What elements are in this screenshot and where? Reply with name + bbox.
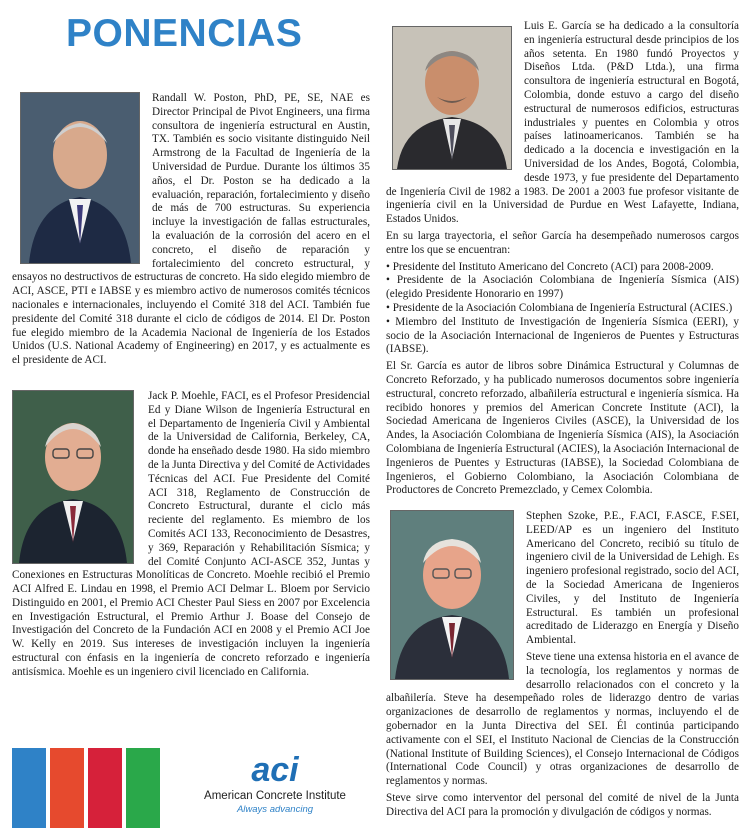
bio-garcia-text: Luis E. García se ha dedicado a la consultoría en ingeniería estructural desde principios de los años setenta. En 1980 fundó Proyectos y Diseños Ltda. (P&D Ltda.), una firma consultora de ingeniería estructural en Bogotá, Colombia, donde estuvo a cargo del diseño estructural de numerosos edificios, estructuras industriales y puentes en Colombia y otros países latinoamericanos. También se ha dedicado a la docencia e investigación en la Universidad de los Andes, Bogotá, Colombia, desde 1973, y fue presidente del Departamento de Ingeniería Civil de 1982 a 1983. De 2001 a 2003 fue profesor visitante de ingeniería civil en la Universidad de Purdue en West Lafayette, Indiana, Estados Unidos. [386, 20, 739, 226]
portrait-garcia [392, 26, 512, 170]
aci-logo-mark: aci [251, 751, 299, 789]
bio-szoke-text-2: Steve tiene una extensa historia en el avance de la tecnología, los reglamentos y normas de desarrollo relacionados con el concreto y la albañilería. Steve ha desempeñado roles de liderazgo dentro de varias organizaciones de desarrollo de reglamentos y normas, incluyendo el de gobernador en la Junta Directiva del SEI. Él continúa participando activamente con el SEI, el Instituto Nacional de Ciencias de la Construcción (National Institute of Building Sciences), el Consejo Internacional de Códigos (International Code Council) y otras organizaciones de desarrollo de reglamentos y normas. [386, 651, 739, 788]
portrait-szoke [390, 510, 514, 680]
bio-garcia-closing: El Sr. García es autor de libros sobre Dinámica Estructural y Columnas de Concreto Reforzado, y ha publicado numerosos documentos sobre ingeniería estructural, concreto reforzado, albañilería estructural e ingeniería sísmica. Ha recibido honores y premios del American Concrete Institute (ACI), la Sociedad Americana de Ingenieros Civiles (ASCE), la Universidad de los Andes, la Asociación Colombiana de Ingeniería Sísmica (AIS), la Asociación Colombiana de Ingeniería Estructural (ACIES), la Asociación Internacional de Ingenieros de Puentes y Estructuras (IABSE), la Sociedad Colombiana de Ingenieros, el Gobierno Colombiano, la Asociación Colombiana de Productores de Concreto Premezclado, y Cemex Colombia. [386, 360, 739, 497]
bio-garcia [386, 20, 739, 498]
portrait-poston [20, 92, 140, 264]
bio-garcia-intro: En su larga trayectoria, el señor García ha desempeñado numerosos cargos entre los que se encuentran: [386, 229, 739, 256]
bio-szoke-text-3: Steve sirve como interventor del personal del comité de nivel de la Junta Directiva del ACI para la promoción y divulgación de códigos y normas. [386, 792, 739, 818]
bio-moehle [12, 390, 370, 680]
aci-logo-name: American Concrete Institute [204, 790, 346, 802]
list-item: • Miembro del Instituto de Investigación de Ingeniería Sísmica (EERI), y socio de la Asociación Internacional de Ingenieros de Puentes y Estructuras (IABSE). [386, 315, 739, 356]
aci-logo-tagline: Always advancing [236, 804, 314, 815]
footer-logo [12, 748, 368, 828]
color-bar-blue [12, 748, 46, 828]
list-item: • Presidente de la Asociación Colombiana de Ingeniería Sísmica (AIS) (elegido Presidente Honorario en 1997) [386, 274, 739, 301]
bio-szoke-text: Stephen Szoke, P.E., F.ACI, F.ASCE, F.SEI, LEED/AP es un ingeniero del Instituto Americano del Concreto, recibió su título de ingeniero civil de la Universidad de Lehigh. Es ingeniero profesional registrado, socio del ACI, de la Sociedad Americana de Ingenieros Civiles, y del Instituto de Ingeniería Estructural. Es también un profesional acreditado de Liderazgo en Energía y Diseño Ambiental. [526, 510, 739, 647]
color-bar-green [126, 748, 160, 828]
color-bar-orange [50, 748, 84, 828]
bio-szoke [386, 510, 739, 820]
aci-logo [180, 750, 370, 815]
list-item: • Presidente de la Asociación Colombiana de Ingeniería Estructural (ACIES.) [386, 301, 733, 314]
list-item: • Presidente del Instituto Americano del Concreto (ACI) para 2008-2009. [386, 260, 714, 273]
right-column [386, 20, 739, 823]
page-title: PONENCIAS [66, 12, 303, 55]
bio-moehle-text: Jack P. Moehle, FACI, es el Profesor Presidencial Ed y Diane Wilson de Ingeniería Estructural en el Departamento de Ingeniería Civil y Ambiental de la Universidad de California, Berkeley, CA, donde ha enseñado desde 1980. Ha sido miembro de la Junta Directiva y del Comité de Actividades Técnicas del ACI. Fue Presidente del Comité ACI 318, Reglamento de Construcción de Concreto Estructural, durante el ciclo más reciente del reglamento. Es miembro de los Comités ACI 133, Reconocimiento de Desastres, y 369, Reparación y Rehabilitación Sísmica; y del Comité Conjunto ACI-ASCE 352, Juntas y Conexiones en Estructuras Monolíticas de Concreto. Moehle recibió el Premio ACI Alfred E. Lindau en 1998, el Premio ACI Delmar L. Bloem por Servicio Distinguido en 2001, el Premio ACI Chester Paul Siess en 2007 por Excelencia en Investigación Estructural, el Premio Arthur J. Boase del Consejo de Investigación del Concreto de la Fundación ACI en 2008 y el Premio ACI Joe W. Kelly en 2019. Sus intereses de investigación incluyen la ingeniería estructural con énfasis en la ingeniería de concreto reforzado e ingeniería antisísmica. Moehle es un ingeniero civil licenciado en California. [12, 389, 370, 678]
portrait-moehle [12, 390, 134, 564]
color-bar-red [88, 748, 122, 828]
left-column [12, 92, 370, 680]
bio-poston [12, 92, 370, 368]
bio-poston-text: Randall W. Poston, PhD, PE, SE, NAE es Director Principal de Pivot Engineers, una firma consultora de ingeniería estructural en Austin, TX. También es socio visitante distinguido Neil Armstrong de la Facultad de Ingeniería de la Universidad de Purdue. Durante los últimos 35 años, el Dr. Poston se ha dedicado a la evaluación, reparación, fortalecimiento y diseño de más de 700 estructuras. Su experiencia incluye la investigación de fallas estructurales, la evaluación de la corrosión del acero en el concreto, el diseño de reparación y fortalecimiento del concreto estructural, y ensayos no destructivos de estructuras de concreto. Ha sido elegido miembro de ACI, ASCE, PTI e IABSE y es miembro activo de numerosos comités técnicos nacionales e internacionales, incluyendo el Comité 318 del ACI. También fue presidente del Comité 318 durante el ciclo de códigos de 2014. El Dr. Poston fue elegido miembro de la Academia Nacional de Ingeniería de los Estados Unidos (U.S. National Academy of Engineering) en 2017, y es actualmente es el presidente de ACI. [12, 92, 370, 367]
